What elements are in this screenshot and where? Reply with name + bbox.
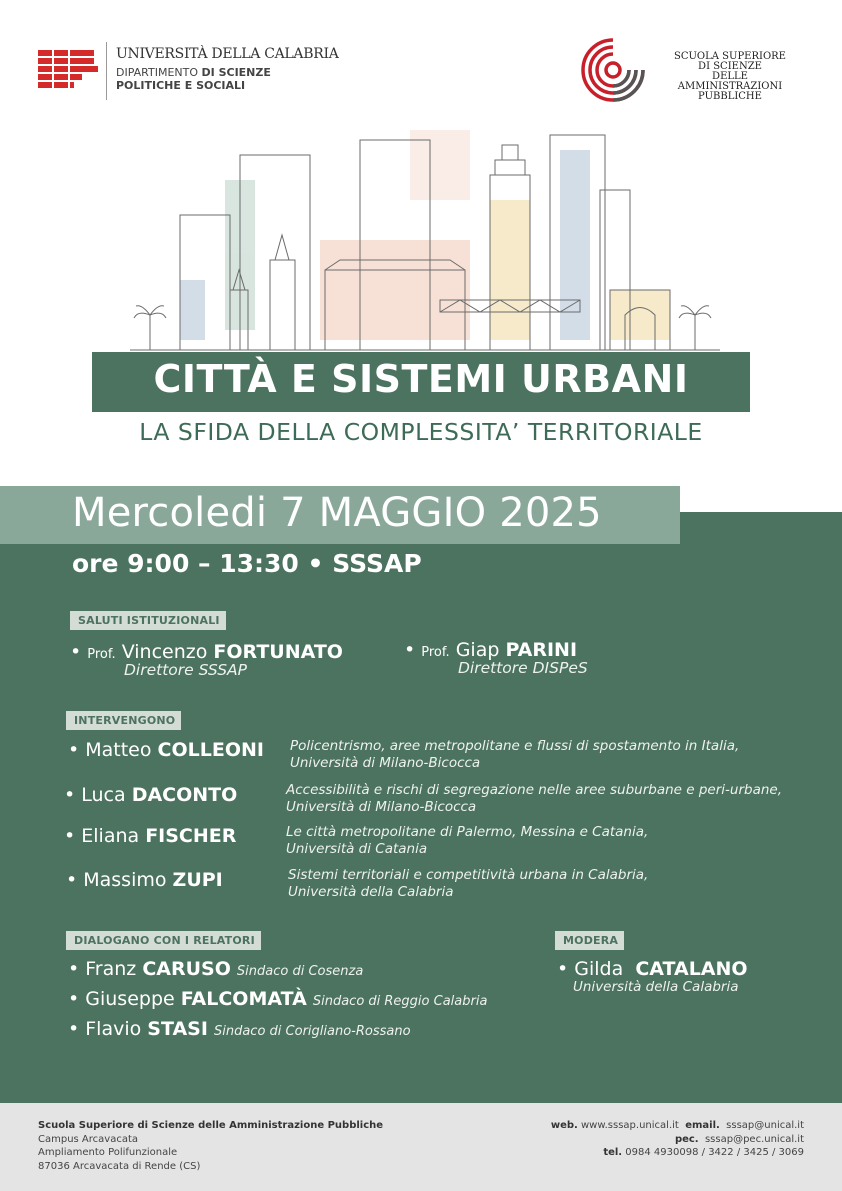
- moderator: • Gilda CATALANO: [557, 958, 748, 980]
- moderator-affiliation: Università della Calabria: [573, 979, 739, 995]
- footer-contacts: web. www.sssap.unical.it email. sssap@unical.it pec. sssap@pec.unical.it tel. 0984 4930098 / 3422 / 3425 / 3069: [550, 1120, 804, 1158]
- speaker-2-topic: Accessibilità e rischi di segregazione nelle aree suburbane e peri-urbane, Università di Milano-Bicocca: [286, 782, 782, 815]
- speaker-1-topic: Policentrismo, aree metropolitane e flussi di spostamento in Italia, Università di Milano-Bicocca: [290, 738, 740, 771]
- saluti-role-2: Direttore DISPeS: [458, 659, 588, 677]
- event-title: CITTÀ E SISTEMI URBANI: [153, 357, 689, 401]
- saluti-person-2: • Prof. Giap PARINI: [404, 639, 578, 661]
- footer-web-link[interactable]: www.sssap.unical.it: [581, 1120, 679, 1131]
- speaker-4: • Massimo ZUPI: [66, 869, 223, 891]
- footer-address: Scuola Superiore di Scienze delle Amministrazione Pubbliche Campus Arcavacata Ampliamento Polifunzionale 87036 Arcavacata di Rende (CS): [38, 1120, 384, 1172]
- event-time-place: ore 9:00 – 13:30 • SSSAP: [72, 549, 422, 578]
- speaker-1: • Matteo COLLEONI: [68, 739, 264, 761]
- intervengono-label: INTERVENGONO: [66, 711, 181, 730]
- city-skyline-illustration: [130, 120, 720, 360]
- header-divider: [106, 42, 107, 100]
- panelist-3: • Flavio STASI Sindaco di Corigliano-Rossano: [68, 1018, 411, 1040]
- saluti-role-1: Direttore SSSAP: [124, 661, 247, 679]
- event-subtitle: LA SFIDA DELLA COMPLESSITA’ TERRITORIALE: [139, 418, 703, 446]
- panelist-2: • Giuseppe FALCOMATÀ Sindaco di Reggio Calabria: [68, 988, 488, 1010]
- sssap-logo-icon: [580, 36, 646, 104]
- event-date: Mercoledi 7 MAGGIO 2025: [72, 490, 602, 536]
- school-name: SCUOLA SUPERIORE DI SCIENZE DELLE AMMINISTRAZIONI PUBBLICHE: [674, 51, 786, 102]
- footer-phone: 0984 4930098 / 3422 / 3425 / 3069: [625, 1147, 804, 1158]
- university-name: UNIVERSITÀ DELLA CALABRIA: [116, 46, 339, 62]
- speaker-3-topic: Le città metropolitane di Palermo, Messina e Catania, Università di Catania: [286, 824, 649, 857]
- footer-email-link[interactable]: sssap@unical.it: [726, 1120, 804, 1131]
- modera-label: MODERA: [555, 931, 624, 950]
- panelist-1: • Franz CARUSO Sindaco di Cosenza: [68, 958, 364, 980]
- saluti-person-1: • Prof. Vincenzo FORTUNATO: [70, 641, 343, 663]
- dialogano-label: DIALOGANO CON I RELATORI: [66, 931, 261, 950]
- speaker-3: • Eliana FISCHER: [64, 825, 237, 847]
- footer-pec-link[interactable]: sssap@pec.unical.it: [704, 1133, 804, 1145]
- department-name: DIPARTIMENTO DI SCIENZE POLITICHE E SOCIALI: [116, 66, 271, 92]
- speaker-2: • Luca DACONTO: [64, 784, 238, 806]
- saluti-label: SALUTI ISTITUZIONALI: [70, 611, 226, 630]
- unical-logo-icon: [38, 50, 98, 88]
- speaker-4-topic: Sistemi territoriali e competitività urbana in Calabria, Università della Calabria: [288, 867, 649, 900]
